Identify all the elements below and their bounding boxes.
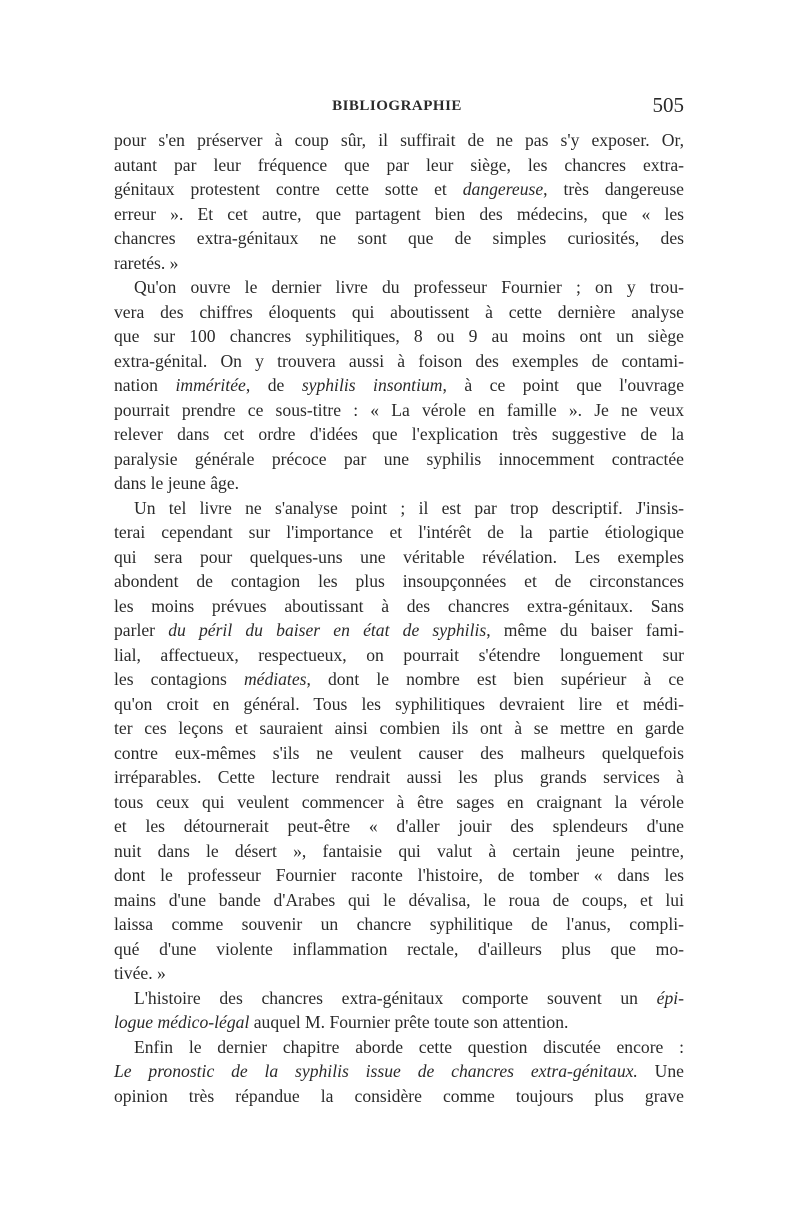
text-run: autant par leur fréquence que par leur siège, les chancres extra- <box>114 154 684 175</box>
text-run: abondent de contagion les plus insoupçonnées et de circonstances <box>114 571 684 591</box>
text-run: vera des chiffres éloquents qui aboutissent à cette dernière analyse <box>114 301 684 322</box>
text-run: contre eux-mêmes s'ils ne veulent causer des malheurs quelquefois <box>114 742 684 763</box>
text-line <box>114 202 684 227</box>
text-run: , même du baiser fami- <box>486 620 684 640</box>
text-run: qu'on croit en général. Tous les syphilitiques devraient lire et médi- <box>114 693 684 714</box>
text-run: nation <box>114 375 176 395</box>
italic-text: logue médico-légal <box>114 1012 250 1032</box>
text-run: lial, affectueux, respectueux, on pourrait s'étendre longuement sur <box>114 644 684 665</box>
text-line <box>114 1084 684 1109</box>
italic-text: médiates <box>243 669 307 689</box>
text-run: et les détournerait peut-être « d'aller jouir des splendeurs d'une <box>114 816 684 836</box>
text-run: , à ce point que l'ouvrage <box>442 375 685 395</box>
text-line <box>114 643 684 668</box>
text-line <box>114 888 684 913</box>
text-line <box>114 1059 684 1084</box>
text-line <box>114 1035 684 1060</box>
text-line <box>114 496 684 521</box>
text-run: que sur 100 chancres syphilitiques, 8 ou 9 au moins ont un siège <box>114 326 684 346</box>
text-line <box>114 300 684 325</box>
text-line <box>114 667 684 692</box>
text-run: Enfin le dernier chapitre aborde cette question discutée encore : <box>134 1036 684 1057</box>
text-run: L'histoire des chancres extra-génitaux comporte souvent un <box>134 987 657 1008</box>
text-line <box>114 398 684 423</box>
text-run: tous ceux qui veulent commencer à être sages en craignant la vérole <box>114 791 684 812</box>
text-run: génitaux protestent contre cette sotte et <box>114 179 463 199</box>
text-line <box>114 569 684 594</box>
text-line <box>114 447 684 472</box>
text-run: qué d'une violente inflammation rectale, d'ailleurs plus que mo- <box>114 938 684 959</box>
text-run: les moins prévues aboutissant à des chancres extra-génitaux. Sans <box>114 595 684 616</box>
text-run: pourrait prendre ce sous-titre : « La vérole en famille ». Je ne veux <box>114 399 684 420</box>
text-line <box>114 275 684 300</box>
text-run: parler <box>114 620 169 640</box>
page-header <box>110 93 684 126</box>
text-line <box>114 471 684 496</box>
text-run: dans le jeune âge. <box>114 473 240 493</box>
italic-text: syphilis insontium <box>301 375 443 395</box>
text-line <box>114 790 684 815</box>
text-run: opinion très répandue la considère comme toujours plus grave <box>114 1085 684 1106</box>
text-line <box>114 594 684 619</box>
text-run: irréparables. Cette lecture rendrait aussi les plus grands services à <box>114 767 684 787</box>
text-line <box>114 912 684 937</box>
text-line <box>114 765 684 790</box>
text-line <box>114 545 684 570</box>
text-line <box>114 961 684 986</box>
text-run: les contagions <box>114 669 244 689</box>
text-run: pour s'en préserver à coup sûr, il suffirait de ne pas s'y exposer. Or, <box>114 130 684 150</box>
running-title: BIBLIOGRAPHIE <box>332 98 462 114</box>
text-run: qui sera pour quelques-uns une véritable révélation. Les exemples <box>114 546 684 567</box>
text-line <box>114 716 684 741</box>
text-line <box>114 324 684 349</box>
text-run: , très dangereuse <box>543 179 684 199</box>
text-run: terai cependant sur l'importance et l'intérêt de la partie étiologique <box>114 522 684 542</box>
text-line <box>114 128 684 153</box>
text-line <box>114 814 684 839</box>
text-line <box>114 839 684 864</box>
text-line <box>114 177 684 202</box>
text-line <box>114 692 684 717</box>
text-run: Une <box>637 1061 684 1081</box>
text-run: chancres extra-génitaux ne sont que de simples curiosités, des <box>114 228 684 248</box>
text-run: extra-génital. On y trouvera aussi à foison des exemples de contami- <box>114 350 684 371</box>
text-run: relever dans cet ordre d'idées que l'explication très suggestive de la <box>114 424 684 444</box>
text-run: dont le professeur Fournier raconte l'histoire, de tomber « dans les <box>114 865 684 885</box>
text-run: , dont le nombre est bien supérieur à ce <box>306 669 684 689</box>
body-text <box>114 128 684 1108</box>
text-line <box>114 1010 684 1035</box>
text-run: nuit dans le désert », fantaisie qui valut à certain jeune peintre, <box>114 840 684 861</box>
text-run: tivée. » <box>114 963 166 983</box>
text-run: Un tel livre ne s'analyse point ; il est par trop descriptif. J'insis- <box>134 497 684 518</box>
text-line <box>114 863 684 888</box>
text-run: mains d'une bande d'Arabes qui le dévalisa, le roua de coups, et lui <box>114 889 684 910</box>
italic-text: imméritée <box>175 375 246 395</box>
text-line <box>114 153 684 178</box>
text-line <box>114 618 684 643</box>
text-line <box>114 251 684 276</box>
text-run: ter ces leçons et sauraient ainsi combien ils ont à se mettre en garde <box>114 718 684 738</box>
text-line <box>114 422 684 447</box>
text-line <box>114 373 684 398</box>
italic-text: du péril du baiser en état de syphilis <box>168 620 487 640</box>
text-run: auquel M. Fournier prête toute son attention. <box>249 1012 569 1032</box>
text-line <box>114 937 684 962</box>
text-run: raretés. » <box>114 252 179 273</box>
text-line <box>114 226 684 251</box>
text-run: Qu'on ouvre le dernier livre du professeur Fournier ; on y trou- <box>134 277 684 297</box>
text-run: erreur ». Et cet autre, que partagent bien des médecins, que « les <box>114 203 684 224</box>
text-run: paralysie générale précoce par une syphilis innocemment contractée <box>114 448 684 469</box>
text-line <box>114 741 684 766</box>
text-run: laissa comme souvenir un chancre syphilitique de l'anus, compli- <box>114 914 684 934</box>
page-number: 505 <box>652 93 684 117</box>
italic-text: Le pronostic de la syphilis issue de chancres extra-génitaux. <box>114 1061 638 1081</box>
text-line <box>114 349 684 374</box>
text-line <box>114 986 684 1011</box>
text-line <box>114 520 684 545</box>
italic-text: épi- <box>656 987 684 1008</box>
text-run: , de <box>245 375 302 395</box>
italic-text: dangereuse <box>462 179 544 199</box>
